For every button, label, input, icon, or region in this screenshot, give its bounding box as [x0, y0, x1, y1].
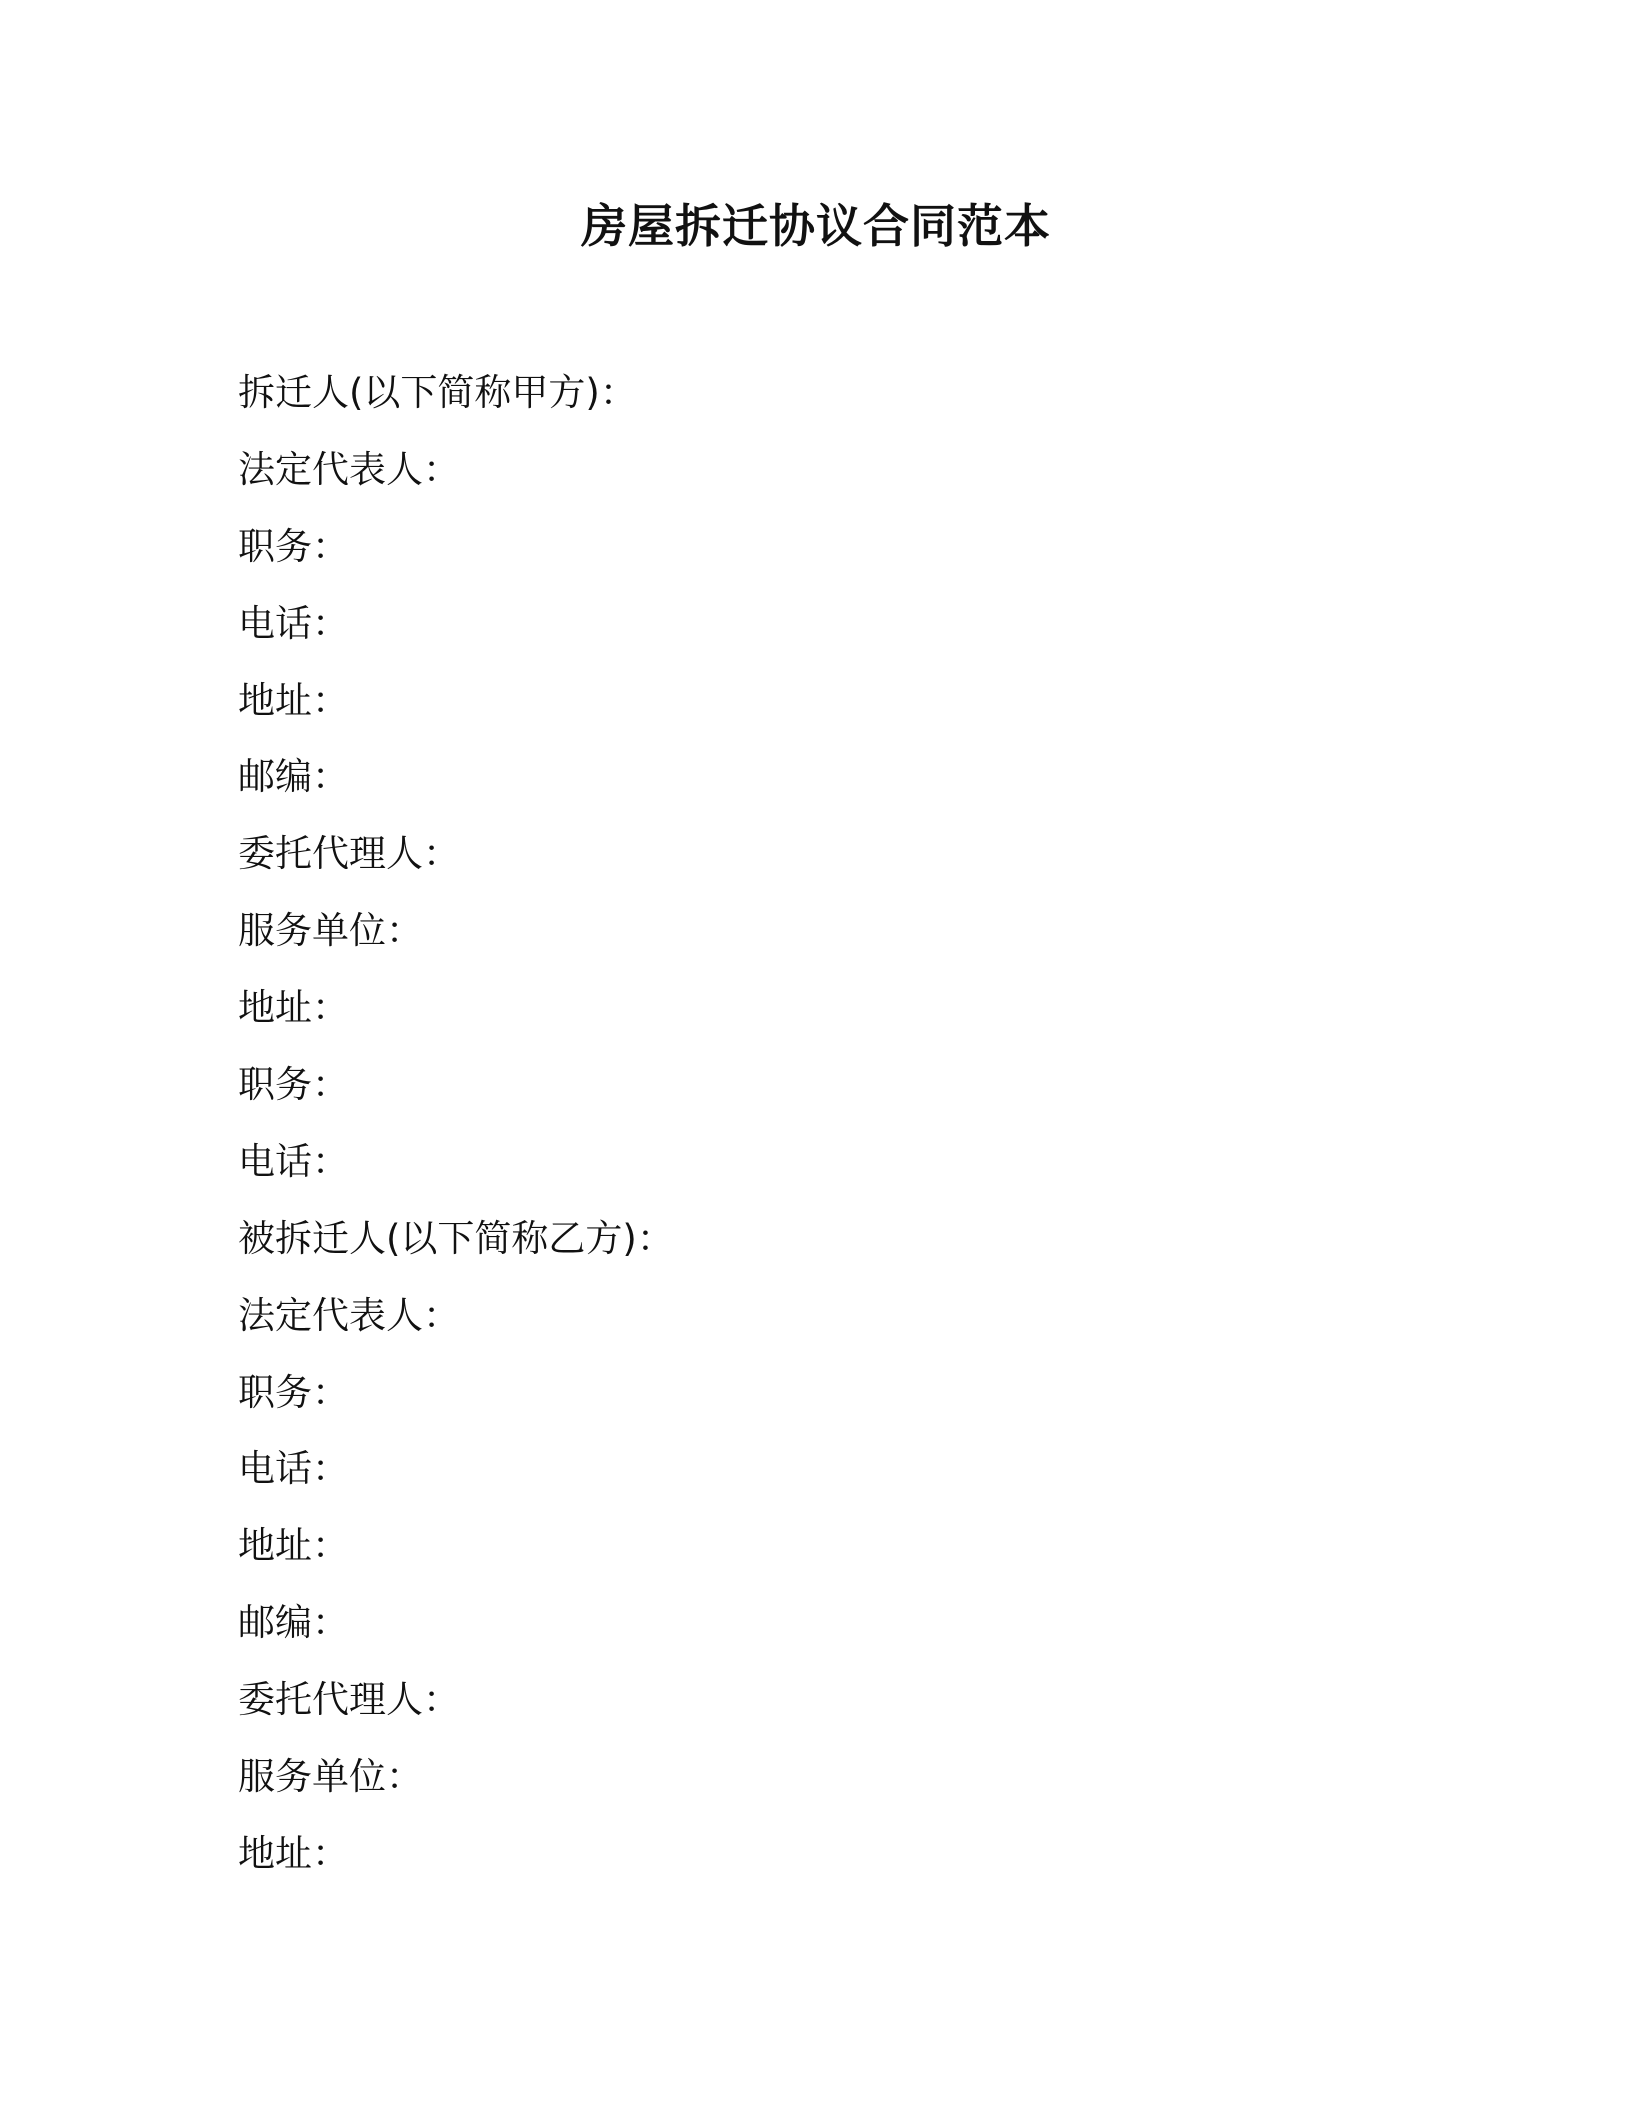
field-a-postcode: 邮编： [238, 755, 349, 799]
field-b-agent-employer: 服务单位： [238, 1755, 423, 1799]
field-a-legal-representative: 法定代表人： [238, 447, 460, 491]
field-demolished-party-b: 被拆迁人(以下简称乙方)： [238, 1216, 674, 1260]
field-b-postcode: 邮编： [238, 1601, 349, 1645]
field-a-agent-address: 地址： [238, 986, 349, 1030]
field-b-legal-representative: 法定代表人： [238, 1293, 460, 1337]
field-a-agent-phone: 电话： [238, 1139, 349, 1183]
field-demolisher-party-a: 拆迁人(以下简称甲方)： [238, 371, 637, 414]
field-a-position: 职务： [238, 524, 349, 568]
field-a-agent-employer: 服务单位： [238, 909, 423, 953]
document-title: 房屋拆迁协议合同范本 [581, 199, 1051, 253]
field-a-agent: 委托代理人： [238, 832, 460, 876]
field-b-agent: 委托代理人： [238, 1678, 460, 1722]
contract-fields-list [238, 365, 1438, 1903]
field-b-position: 职务： [238, 1370, 349, 1414]
field-b-agent-address: 地址： [238, 1831, 349, 1875]
field-b-phone: 电话： [238, 1447, 349, 1491]
field-a-address: 地址： [238, 678, 349, 722]
field-a-agent-position: 职务： [238, 1063, 349, 1107]
field-a-phone: 电话： [238, 601, 349, 645]
field-b-address: 地址： [238, 1524, 349, 1568]
